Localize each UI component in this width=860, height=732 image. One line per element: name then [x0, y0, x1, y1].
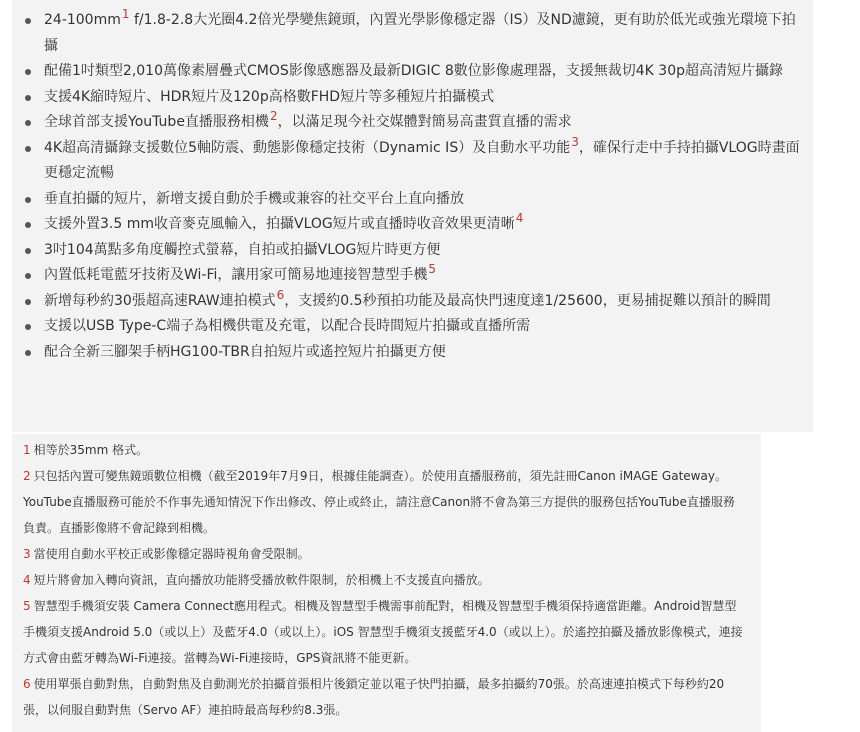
bullet-icon — [25, 273, 31, 279]
bullet-icon — [25, 324, 31, 330]
bullet-icon — [25, 18, 31, 24]
footnote-ref: 5 — [428, 262, 437, 276]
feature-text: 配合全新三腳架手柄HG100-TBR自拍短片或遙控短片拍攝更方便 — [44, 343, 446, 360]
feature-item — [12, 136, 813, 187]
footnote — [23, 593, 743, 671]
footnote-text: 當使用自動水平校正或影像穩定器時視角會受限制。 — [33, 547, 310, 561]
footnote — [23, 541, 743, 567]
footnote-number: 1 — [23, 443, 31, 457]
footnote-text: 智慧型手機須安裝 Camera Connect應用程式。相機及智慧型手機需事前配對，相機及智慧型手機須保持適當距離。Android智慧型手機須支援Android 5.0（或以上）及藍牙4.0（或以上）。iOS 智慧型手機須支援藍牙4.0（或以上）。於遙控拍攝及播放影像模式，連接方式會由藍牙轉為Wi-Fi連接。當轉為Wi-Fi連接時，GPS資訊將不能更新。 — [23, 599, 743, 665]
footnote-number: 3 — [23, 547, 31, 561]
footnote — [23, 463, 743, 541]
footnote-text: 只包括內置可變焦鏡頭數位相機（截至2019年7月9日，根據佳能調查）。於使用直播服務前，須先註冊Canon iMAGE Gateway。YouTube直播服務可能於不作事先通知情況下作出修改、停止或終止，請注意Canon將不會為第三方提供的服務包括YouTube直播服務負責。直播影像將不會記錄到相機。 — [23, 469, 735, 535]
bullet-icon — [25, 197, 31, 203]
feature-text: 4K超高清攝錄支援數位5軸防震、動態影像穩定技術（Dynamic IS）及自動水平功能 — [44, 139, 571, 156]
footnote — [23, 671, 743, 723]
feature-text-after: ，以滿足現今社交媒體對簡易高畫質直播的需求 — [277, 114, 572, 130]
feature-text-after: f/1.8-2.8大光圈4.2倍光學變焦鏡頭，內置光學影像穩定器（IS）及ND濾鏡，更有助於低光或強光環境下拍攝 — [44, 12, 796, 54]
feature-item — [12, 59, 813, 85]
footnote-text: 相等於35mm 格式。 — [33, 443, 149, 457]
footnote-ref: 1 — [121, 7, 130, 21]
bullet-icon — [25, 69, 31, 75]
bullet-icon — [25, 248, 31, 254]
footnote-ref: 2 — [269, 109, 278, 123]
footnote-number: 5 — [23, 599, 31, 613]
footnotes-list — [12, 434, 761, 723]
feature-item — [12, 110, 813, 136]
feature-text: 支援以USB Type-C端子為相機供電及充電，以配合長時間短片拍攝或直播所需 — [44, 318, 531, 334]
feature-text: 支援4K縮時短片、HDR短片及120p高格數FHD短片等多種短片拍攝模式 — [44, 88, 495, 105]
feature-item — [12, 8, 813, 59]
feature-text: 24-100mm — [44, 12, 121, 28]
bullet-icon — [25, 120, 31, 126]
feature-text: 全球首部支援YouTube直播服務相機 — [44, 114, 269, 130]
feature-item — [12, 289, 813, 315]
bullet-icon — [25, 299, 31, 305]
footnote-number: 4 — [23, 573, 31, 587]
feature-text: 支援外置3.5 mm收音麥克風輸入，拍攝VLOG短片或直播時收音效果更清晰 — [44, 216, 515, 232]
feature-item — [12, 85, 813, 111]
footnote — [23, 567, 743, 593]
footnote-text: 短片將會加入轉向資訊，直向播放功能將受播放軟件限制，於相機上不支援直向播放。 — [33, 573, 490, 587]
feature-text-after: ，確保行走中手持拍攝VLOG時畫面更穩定流暢 — [44, 139, 800, 181]
feature-text: 新增每秒約30張超高速RAW連拍模式 — [44, 292, 276, 309]
feature-text: 垂直拍攝的短片，新增支援自動於手機或兼容的社交平台上直向播放 — [44, 190, 464, 207]
footnote — [23, 437, 743, 463]
footnote-text: 使用單張自動對焦，自動對焦及自動測光於拍攝首張相片後鎖定並以電子快門拍攝，最多拍攝約70張。於高速連拍模式下每秒約20張，以伺服自動對焦（Servo AF）連拍時最高每秒約8.3張。 — [23, 677, 725, 717]
feature-item — [12, 187, 813, 213]
bullet-icon — [25, 146, 31, 152]
footnote-ref: 6 — [276, 287, 285, 302]
feature-item — [12, 314, 813, 340]
feature-text-after: ，支援約0.5秒預拍功能及最高快門速度達1/25600，更易捕捉難以預計的瞬間 — [284, 292, 771, 309]
feature-text: 內置低耗電藍牙技術及Wi-Fi，讓用家可簡易地連接智慧型手機 — [44, 267, 428, 283]
feature-item — [12, 340, 813, 366]
bullet-icon — [25, 350, 31, 356]
footnote-ref: 4 — [515, 211, 524, 225]
footnote-ref: 3 — [571, 134, 579, 149]
bullet-icon — [25, 95, 31, 101]
feature-text: 3吋104萬點多角度觸控式螢幕，自拍或拍攝VLOG短片時更方便 — [44, 241, 441, 258]
feature-item — [12, 238, 813, 264]
feature-panel — [12, 0, 813, 432]
feature-item — [12, 263, 813, 289]
footnote-number: 2 — [23, 469, 31, 483]
footnote-number: 6 — [23, 677, 31, 691]
feature-item — [12, 212, 813, 238]
bullet-icon — [25, 222, 31, 228]
feature-list — [12, 0, 813, 365]
feature-text: 配備1吋類型2,010萬像素層疊式CMOS影像感應器及最新DIGIC 8數位影像處理器，支援無裁切4K 30p超高清短片攝錄 — [44, 63, 784, 79]
footnotes-panel — [12, 434, 761, 732]
